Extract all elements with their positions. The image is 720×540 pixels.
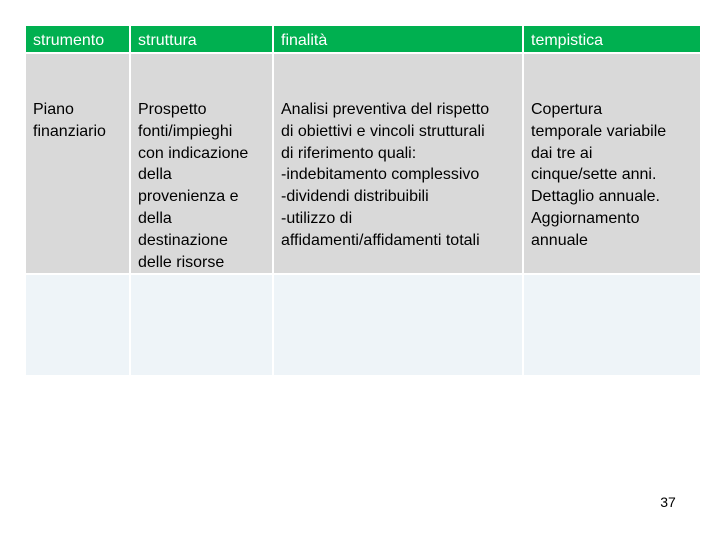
header-tempistica: tempistica: [524, 26, 700, 54]
page-number: 37: [660, 494, 676, 510]
empty-cell: [524, 275, 700, 375]
cell-strumento: Piano finanziario: [26, 54, 131, 275]
empty-cell: [274, 275, 524, 375]
content-table: [26, 26, 700, 375]
header-struttura: struttura: [131, 26, 274, 54]
empty-cell: [131, 275, 274, 375]
empty-cell: [26, 275, 131, 375]
cell-struttura: Prospetto fonti/impieghi con indicazione della provenienza e della destinazione delle risorse: [131, 54, 274, 275]
header-strumento: strumento: [26, 26, 131, 54]
header-finalita: finalità: [274, 26, 524, 54]
cell-finalita: Analisi preventiva del rispetto di obiettivi e vincoli strutturali di riferimento quali: -indebitamento complessivo -dividendi distribuibili -utilizzo di affidamenti/affidamenti totali: [274, 54, 524, 275]
cell-tempistica: Copertura temporale variabile dai tre ai cinque/sette anni. Dettaglio annuale. Aggiornamento annuale: [524, 54, 700, 275]
